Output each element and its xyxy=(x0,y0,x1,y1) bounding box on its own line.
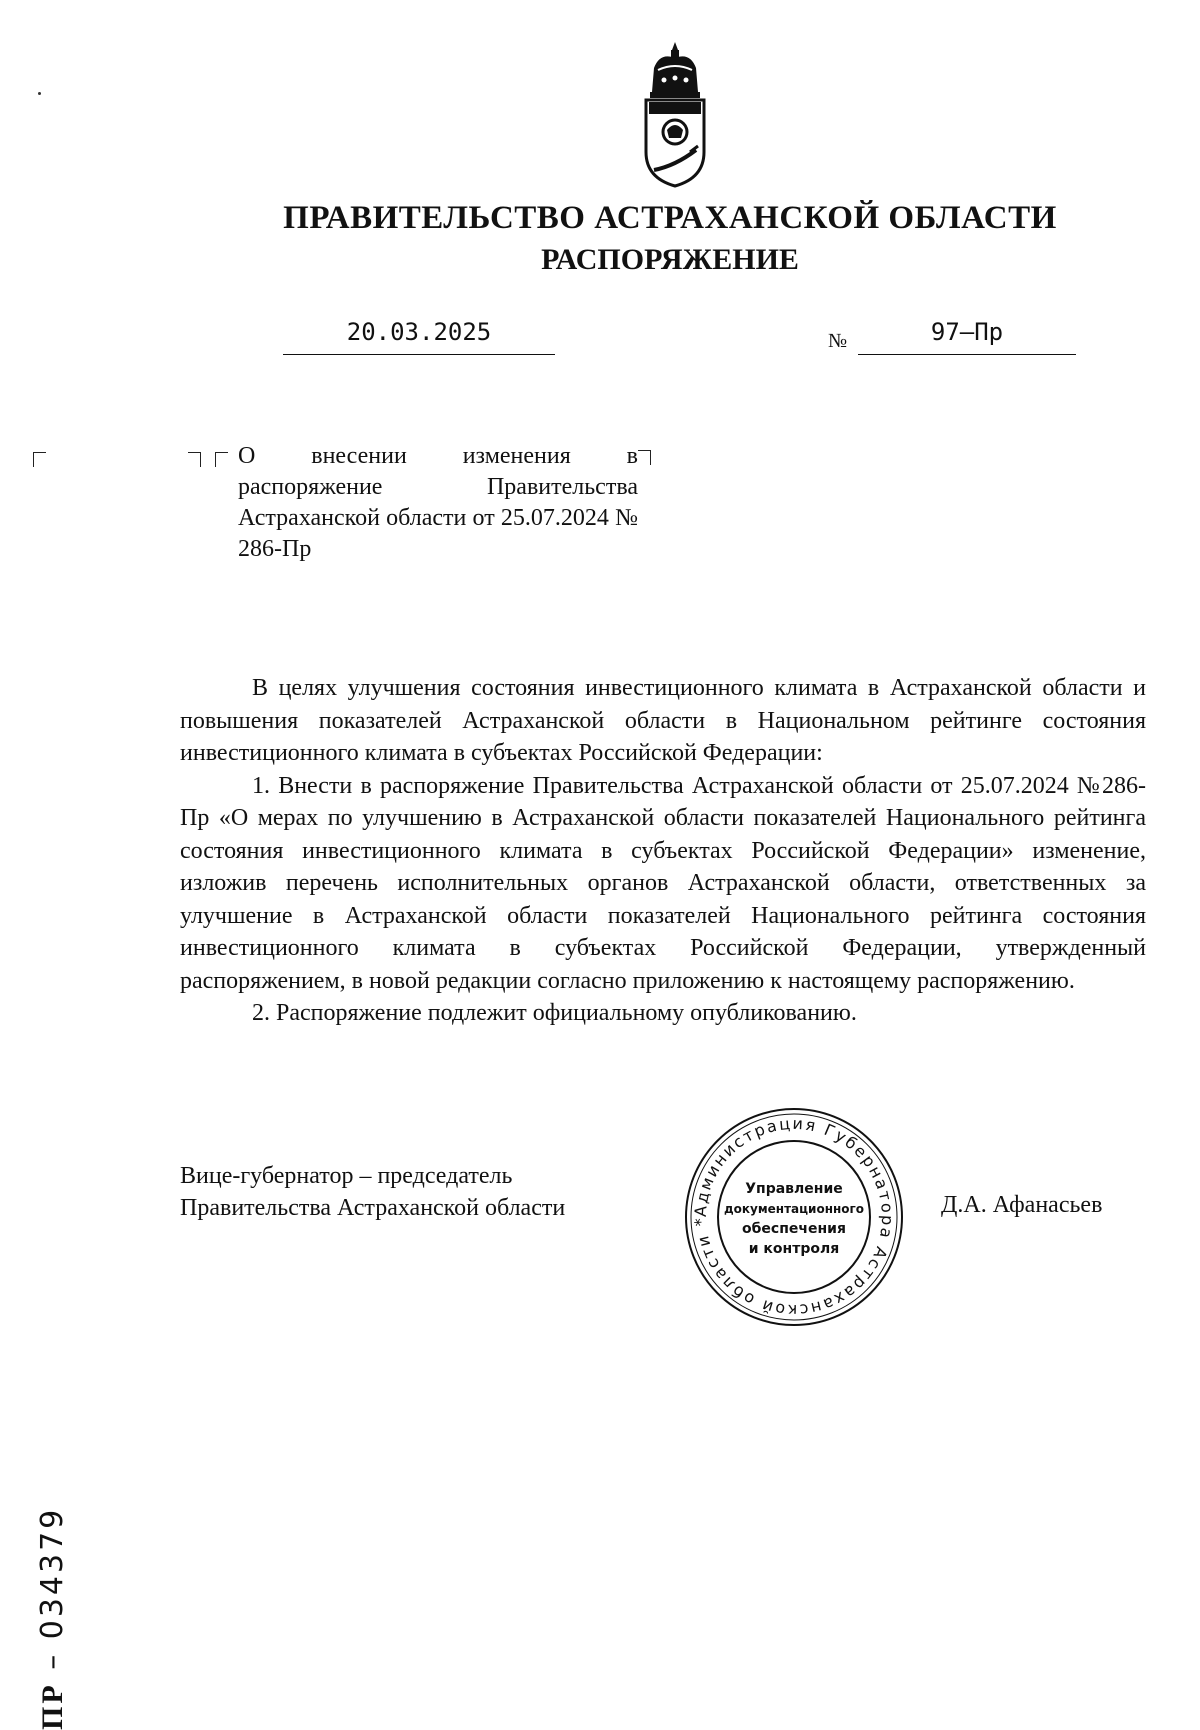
signer-name: Д.А. Афанасьев xyxy=(941,1192,1103,1218)
document-body xyxy=(180,672,1146,1030)
corner-mark-inner-left xyxy=(215,452,228,467)
coat-of-arms-emblem xyxy=(640,40,710,190)
signer-position xyxy=(180,1160,565,1224)
corner-mark-left xyxy=(33,452,46,467)
document-type: РАСПОРЯЖЕНИЕ xyxy=(541,243,799,276)
corner-mark-inner-right xyxy=(188,452,201,467)
item-2-paragraph: 2. Распоряжение подлежит официальному опубликованию. xyxy=(252,1000,857,1026)
seal-center-line-4: и контроля xyxy=(748,1241,840,1257)
document-number: 97–Пр xyxy=(858,318,1076,355)
registration-digits: 034379 xyxy=(35,1506,70,1640)
registration-number xyxy=(35,1507,70,1730)
registration-dash: – xyxy=(35,1639,70,1683)
item-1-paragraph: 1. Внести в распоряжение Правительства Астраханской области от 25.07.2024 №286-Пр «О мерах по улучшению в Астраханской области показателей Национального рейтинга состояния инвестиционного климата в субъектах Российской Федерации» изменение, изложив перечень исполнительных органов Астраханской области, ответственных за улучшение в Астраханской области показателей Национального рейтинга состояния инвестиционного климата в субъектах Российской Федерации, утвержденный распоряжением, в новой редакции согласно приложению к настоящему распоряжению. xyxy=(180,772,1146,994)
organization-title: ПРАВИТЕЛЬСТВО АСТРАХАНСКОЙ ОБЛАСТИ xyxy=(283,200,1057,236)
official-seal xyxy=(683,1106,905,1328)
number-label: № xyxy=(828,330,848,352)
seal-center-line-3: обеспечения xyxy=(742,1221,846,1237)
svg-text:Администрация Губернатора Астр xyxy=(691,1114,897,1320)
scan-speck xyxy=(38,92,41,95)
corner-mark-right xyxy=(638,450,651,465)
preamble-paragraph: В целях улучшения состояния инвестиционного климата в Астраханской области и повышения показателей Астраханской области в Национальном рейтинге состояния инвестиционного климата в субъектах Российской Федерации: xyxy=(180,675,1146,766)
signer-position-line-2: Правительства Астраханской области xyxy=(180,1195,566,1221)
document-subject: О внесении изменения в распоряжение Правительства Астраханской области от 25.07.2024 № 286-Пр xyxy=(238,443,638,562)
registration-prefix: ПР xyxy=(36,1682,69,1730)
seal-center-line-1: Управление xyxy=(745,1181,843,1197)
seal-ring-text: Администрация Губернатора Астраханской области * xyxy=(690,1113,898,1321)
document-date: 20.03.2025 xyxy=(283,318,555,355)
seal-center-line-2: документационного xyxy=(723,1202,865,1216)
signer-position-line-1: Вице-губернатор – председатель xyxy=(180,1163,513,1189)
